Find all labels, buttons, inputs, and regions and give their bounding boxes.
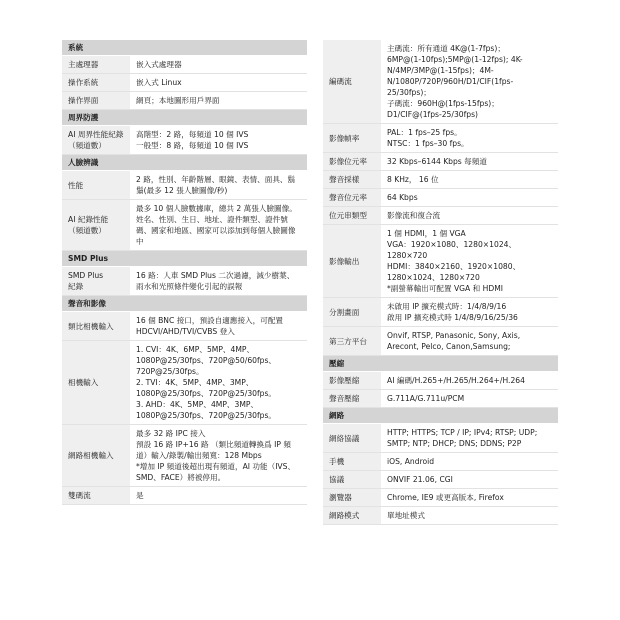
spec-row bbox=[62, 92, 307, 110]
spec-value: 單地址模式 bbox=[387, 511, 425, 520]
section-header: 系統 bbox=[62, 40, 307, 56]
spec-value: iOS, Android bbox=[387, 457, 435, 466]
spec-row bbox=[62, 74, 307, 92]
spec-row bbox=[62, 200, 307, 251]
spec-label: 類比相機輸入 bbox=[62, 312, 130, 340]
spec-row bbox=[323, 40, 558, 124]
spec-row bbox=[62, 56, 307, 74]
spec-label: 第三方平台 bbox=[323, 327, 381, 355]
spec-value: 16 個 BNC 接口，預設自適應接入，可配置 HDCVI/AHD/TVI/CVBS 登入 bbox=[136, 316, 284, 336]
spec-label: 瀏覽器 bbox=[323, 489, 381, 506]
spec-row bbox=[323, 225, 558, 298]
spec-row bbox=[323, 507, 558, 525]
spec-value: HTTP; HTTPS; TCP / IP; IPv4; RTSP; UDP; SMTP; NTP; DHCP; DNS; DDNS; P2P bbox=[387, 428, 538, 448]
spec-row bbox=[323, 390, 558, 408]
spec-label: SMD Plus 紀錄 bbox=[62, 267, 130, 295]
spec-value: 16 路：人車 SMD Plus 二次過濾，減少樹葉、雨水和光照條件變化引起的誤報 bbox=[136, 271, 295, 291]
spec-row bbox=[323, 298, 558, 327]
spec-value: PAL：1 fps–25 fps。 NTSC：1 fps–30 fps。 bbox=[387, 128, 469, 148]
spec-row bbox=[62, 171, 307, 200]
spec-label: 相機輸入 bbox=[62, 341, 130, 424]
spec-label: 操作系統 bbox=[62, 74, 130, 91]
spec-label: 性能 bbox=[62, 171, 130, 199]
spec-row bbox=[323, 471, 558, 489]
spec-value: 1 個 HDMI，1 個 VGA VGA：1920×1080、1280×1024、 1280×720 HDMI：3840×2160、1920×1080、 1280×1024、1280×720 *副螢幕輸出可配置 VGA 和 HDMI bbox=[387, 229, 521, 293]
spec-row bbox=[323, 424, 558, 453]
spec-value: 1. CVI：4K、6MP、5MP、4MP、 1080P@25/30fps、720P@50/60fps、 720P@25/30fps。 2. TVI：4K、5MP、4MP、3MP、 1080P@25/30fps、720P@25/30fps。 3. AHD：4K、5MP、4MP、3MP、 1080P@25/30fps、720P@25/30fps。 bbox=[136, 345, 277, 420]
spec-row bbox=[323, 171, 558, 189]
spec-row bbox=[323, 372, 558, 390]
spec-value: 最多 32 路 IPC 接入 預設 16 路 IP+16 路 （類比頻道轉換爲 IP 頻道）輸入/錄製/輸出頻寬：128 Mbps *增加 IP 頻道後超出現有頻道，AI 功能（IVS、SMD、FACE）將被停用。 bbox=[136, 429, 296, 482]
spec-value: 主碼流：所有通道 4K@(1-7fps)； 6MP@(1-10fps);5MP@(1-12fps); 4K-N/4MP/3MP@(1-15fps)；4M-N/1080P/720P/960H/D1/CIF(1fps-25/30fps)； 子碼流：960H@(1fps-15fps)；D1/CIF@(1fps-25/30fps) bbox=[387, 44, 523, 119]
spec-value: 64 Kbps bbox=[387, 193, 418, 202]
spec-row bbox=[62, 425, 307, 487]
spec-label: 操作界面 bbox=[62, 92, 130, 109]
spec-value: 未啟用 IP 擴充模式時：1/4/8/9/16 啟用 IP 擴充模式時 1/4/8/9/16/25/36 bbox=[387, 302, 518, 322]
spec-label: 協議 bbox=[323, 471, 381, 488]
spec-label: 網路模式 bbox=[323, 507, 381, 524]
spec-row bbox=[323, 189, 558, 207]
spec-label: 影像位元率 bbox=[323, 153, 381, 170]
spec-label: 編碼流 bbox=[323, 40, 381, 123]
spec-label: 主處理器 bbox=[62, 56, 130, 73]
spec-value: 是 bbox=[136, 491, 144, 500]
spec-label: 分割畫面 bbox=[323, 298, 381, 326]
spec-value: 2 路，性別、年齡階層、眼鏡、表情、面具、鬍鬚(最多 12 張人臉圖像/秒) bbox=[136, 175, 296, 195]
spec-row bbox=[62, 312, 307, 341]
section-header: 人臉辨識 bbox=[62, 155, 307, 171]
spec-row bbox=[62, 267, 307, 296]
spec-label: 聲音壓縮 bbox=[323, 390, 381, 407]
spec-table-left bbox=[62, 40, 307, 505]
spec-row bbox=[323, 453, 558, 471]
section-header: 周界防護 bbox=[62, 110, 307, 126]
spec-value: G.711A/G.711u/PCM bbox=[387, 394, 465, 403]
spec-value: ONVIF 21.06, CGI bbox=[387, 475, 453, 484]
spec-row bbox=[62, 126, 307, 155]
spec-label: 影像幀率 bbox=[323, 124, 381, 152]
spec-row bbox=[323, 153, 558, 171]
spec-label: 聲音採樣 bbox=[323, 171, 381, 188]
spec-value: 網頁；本地圖形用戶界面 bbox=[136, 96, 220, 105]
spec-row bbox=[323, 489, 558, 507]
spec-value: 高階型：2 路，每頻道 10 個 IVS 一般型：8 路，每頻道 10 個 IVS bbox=[136, 130, 249, 150]
spec-label: 雙碼流 bbox=[62, 487, 130, 504]
section-header: 壓縮 bbox=[323, 356, 558, 372]
spec-value: 32 Kbps–6144 Kbps 每頻道 bbox=[387, 157, 487, 166]
spec-table-right bbox=[323, 40, 558, 525]
spec-value: 最多 10 個人臉數據庫，總共 2 萬張人臉圖像。姓名、性別、生日、地址、證件類型、證件號碼、國家和地區、國家可以添加到每個人臉圖像中 bbox=[136, 204, 297, 246]
section-header: 聲音和影像 bbox=[62, 296, 307, 312]
spec-value: 8 KHz， 16 位 bbox=[387, 175, 439, 184]
spec-label: 聲音位元率 bbox=[323, 189, 381, 206]
spec-row bbox=[323, 327, 558, 356]
spec-value: Onvif, RTSP, Panasonic, Sony, Axis, Arecont, Pelco, Canon,Samsung; bbox=[387, 331, 521, 351]
spec-label: 影像輸出 bbox=[323, 225, 381, 297]
spec-label: AI 紀錄性能 （頻道數） bbox=[62, 200, 130, 250]
spec-label: 位元串類型 bbox=[323, 207, 381, 224]
spec-label: 影像壓縮 bbox=[323, 372, 381, 389]
spec-label: 手機 bbox=[323, 453, 381, 470]
section-header: SMD Plus bbox=[62, 251, 307, 267]
spec-value: 嵌入式 Linux bbox=[136, 78, 182, 87]
spec-value: AI 編碼/H.265+/H.265/H.264+/H.264 bbox=[387, 376, 525, 385]
spec-value: 嵌入式處理器 bbox=[136, 60, 182, 69]
spec-row bbox=[323, 207, 558, 225]
spec-value: 影像流和復合流 bbox=[387, 211, 441, 220]
spec-label: 網絡協議 bbox=[323, 424, 381, 452]
spec-row bbox=[62, 341, 307, 425]
spec-value: Chrome, IE9 或更高版本, Firefox bbox=[387, 493, 504, 502]
spec-label: AI 周界性能紀錄 （頻道數） bbox=[62, 126, 130, 154]
section-header: 網路 bbox=[323, 408, 558, 424]
spec-row bbox=[62, 487, 307, 505]
spec-label: 網路相機輸入 bbox=[62, 425, 130, 486]
spec-row bbox=[323, 124, 558, 153]
